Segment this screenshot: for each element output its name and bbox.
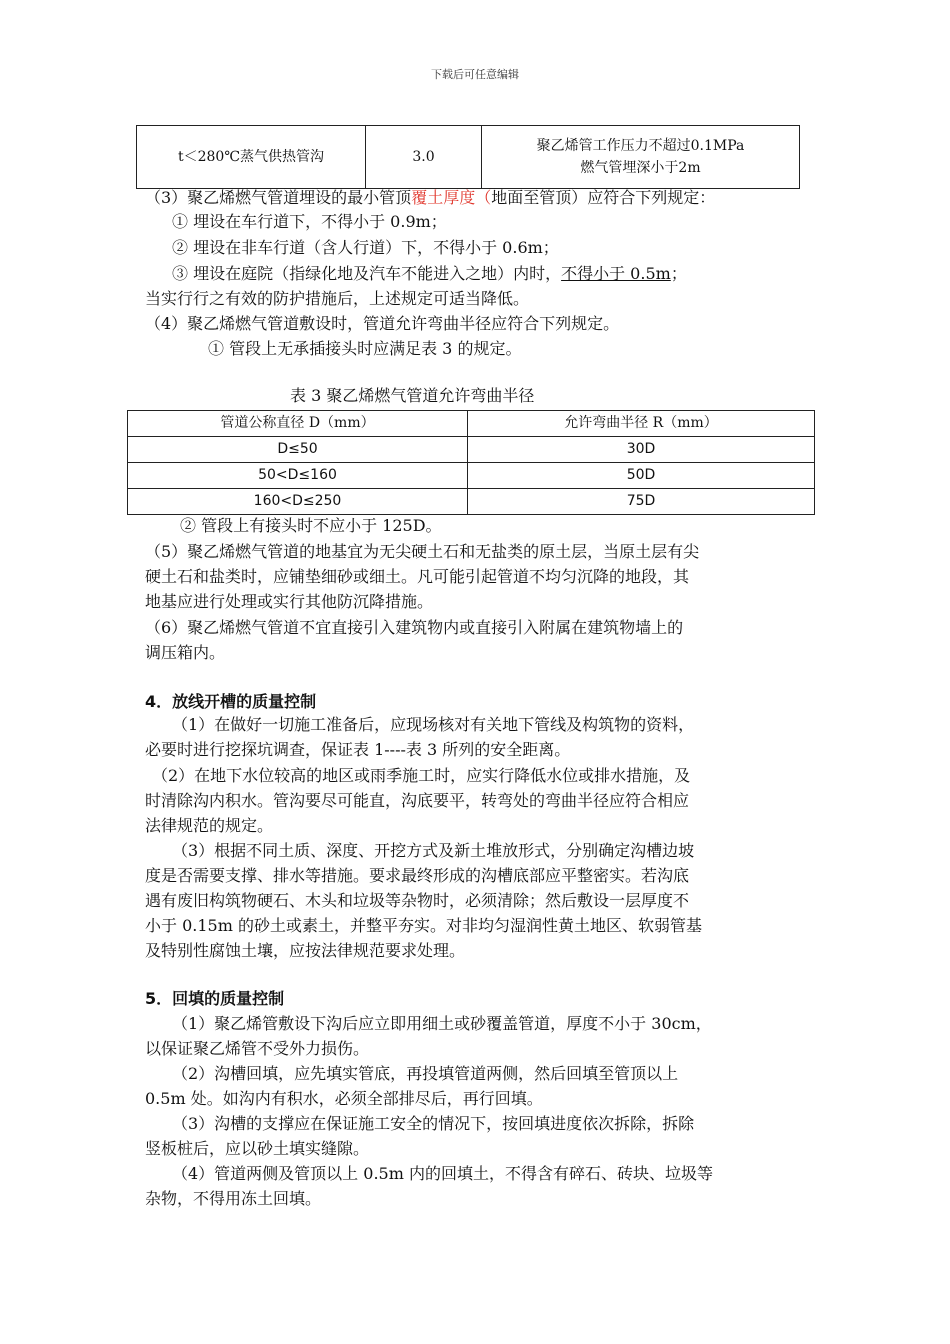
table-cell-line: 燃气管埋深小于2m: [580, 160, 701, 176]
table-row: [128, 437, 815, 463]
table-row: [128, 463, 815, 489]
section-4-line: （1）在做好一切施工准备后，应现场核对有关地下管线及构筑物的资料，: [172, 715, 695, 734]
section-5-line: 0.5m 处。如沟内有积水，必须全部排尽后，再行回填。: [145, 1089, 543, 1108]
rule-item-2: ② 埋设在非车行道（含人行道）下，不得小于 0.6m；: [172, 238, 559, 257]
section-4-line: 必要时进行挖探坑调查，保证表 1----表 3 所列的安全距离。: [145, 740, 571, 759]
text: ；: [670, 264, 687, 283]
section-5-line: （3）沟槽的支撑应在保证施工安全的情况下，按回填进度依次拆除，拆除: [172, 1114, 695, 1133]
table-row: [128, 489, 815, 515]
highlight-text: 覆土厚度（: [411, 188, 492, 207]
section-4-line: 法律规范的规定。: [145, 816, 274, 835]
rule-item-3: [172, 262, 687, 286]
paragraph-5-line: 地基应进行处理或实行其他防沉降措施。: [145, 592, 434, 611]
paragraph-3: [145, 186, 715, 210]
table-row: [137, 126, 800, 189]
paragraph-5-line: （5）聚乙烯燃气管道的地基宜为无尖硬土石和无盐类的原土层，当原土层有尖: [145, 542, 700, 561]
table-header-row: [128, 411, 815, 437]
rule-item: ① 管段上无承插接头时应满足表 3 的规定。: [208, 339, 522, 358]
section-4-line: 度是否需要支撑、排水等措施。要求最终形成的沟槽底部应平整密实。若沟底: [145, 866, 690, 885]
text: ③ 埋设在庭院（指绿化地及汽车不能进入之地）内时，: [172, 264, 562, 283]
table-cell: 3.0: [366, 126, 482, 189]
rule-item-1: ① 埋设在车行道下，不得小于 0.9m；: [172, 212, 447, 231]
section-5-line: （1）聚乙烯管敷设下沟后应立即用细土或砂覆盖管道，厚度不小于 30cm，: [172, 1014, 712, 1033]
rule-item: ② 管段上有接头时不应小于 125D。: [180, 516, 442, 535]
section-5-line: （4）管道两侧及管顶以上 0.5m 内的回填土，不得含有碎石、砖块、垃圾等: [172, 1164, 713, 1183]
table-cell: D≤50: [128, 437, 468, 463]
paragraph-4: （4）聚乙烯燃气管道敷设时，管道允许弯曲半径应符合下列规定。: [145, 314, 620, 333]
section-5-line: 竖板桩后，应以砂土填实缝隙。: [145, 1139, 370, 1158]
table-cell: 160<D≤250: [128, 489, 468, 515]
section-5-line: 以保证聚乙烯管不受外力损伤。: [145, 1039, 370, 1058]
table-cell: 50<D≤160: [128, 463, 468, 489]
table-cell-line: 聚乙烯管工作压力不超过0.1MPa: [536, 138, 745, 154]
paragraph-text: 当实行行之有效的防护措施后，上述规定可适当降低。: [145, 289, 530, 308]
paragraph-6-line: （6）聚乙烯燃气管道不宜直接引入建筑物内或直接引入附属在建筑物墙上的: [145, 618, 684, 637]
section-4-line: （2）在地下水位较高的地区或雨季施工时，应实行降低水位或排水措施，及: [152, 766, 691, 785]
table-cell: 50D: [468, 463, 815, 489]
table-cell: 30D: [468, 437, 815, 463]
section-5-line: 杂物，不得用冻土回填。: [145, 1189, 322, 1208]
page-header: 下载后可任意编辑: [431, 68, 519, 81]
section-4-title: 4．放线开槽的质量控制: [145, 692, 317, 711]
distance-table-fragment: [136, 125, 800, 189]
text: （3）聚乙烯燃气管道埋设的最小管顶: [145, 188, 412, 207]
section-4-line: 小于 0.15m 的砂土或素土，并整平夯实。对非均匀湿润性黄土地区、软弱管基: [145, 916, 702, 935]
underlined-text: 不得小于 0.5m: [561, 264, 671, 283]
table-cell: 75D: [468, 489, 815, 515]
section-4-line: 遇有废旧构筑物硬石、木头和垃圾等杂物时，必须清除；然后敷设一层厚度不: [145, 891, 690, 910]
table-cell: t＜280℃蒸气供热管沟: [137, 126, 366, 189]
paragraph-5-line: 硬土石和盐类时，应铺垫细砂或细土。凡可能引起管道不均匀沉降的地段，其: [145, 567, 690, 586]
paragraph-6-line: 调压箱内。: [145, 643, 226, 662]
section-4-line: 及特别性腐蚀土壤，应按法律规范要求处理。: [145, 941, 466, 960]
table-cell: [482, 126, 800, 189]
section-4-line: 时清除沟内积水。管沟要尽可能直，沟底要平，转弯处的弯曲半径应符合相应: [145, 791, 690, 810]
section-5-line: （2）沟槽回填，应先填实管底，再投填管道两侧，然后回填至管顶以上: [172, 1064, 679, 1083]
text: 地面至管顶）应符合下列规定：: [491, 188, 716, 207]
table-caption: 表 3 聚乙烯燃气管道允许弯曲半径: [290, 386, 535, 405]
section-5-title: 5．回填的质量控制: [145, 989, 285, 1008]
table-header-cell: 允许弯曲半径 R（mm）: [468, 411, 815, 437]
bend-radius-table: [127, 410, 815, 515]
section-4-line: （3）根据不同土质、深度、开挖方式及新土堆放形式，分别确定沟槽边坡: [172, 841, 695, 860]
table-header-cell: 管道公称直径 D（mm）: [128, 411, 468, 437]
